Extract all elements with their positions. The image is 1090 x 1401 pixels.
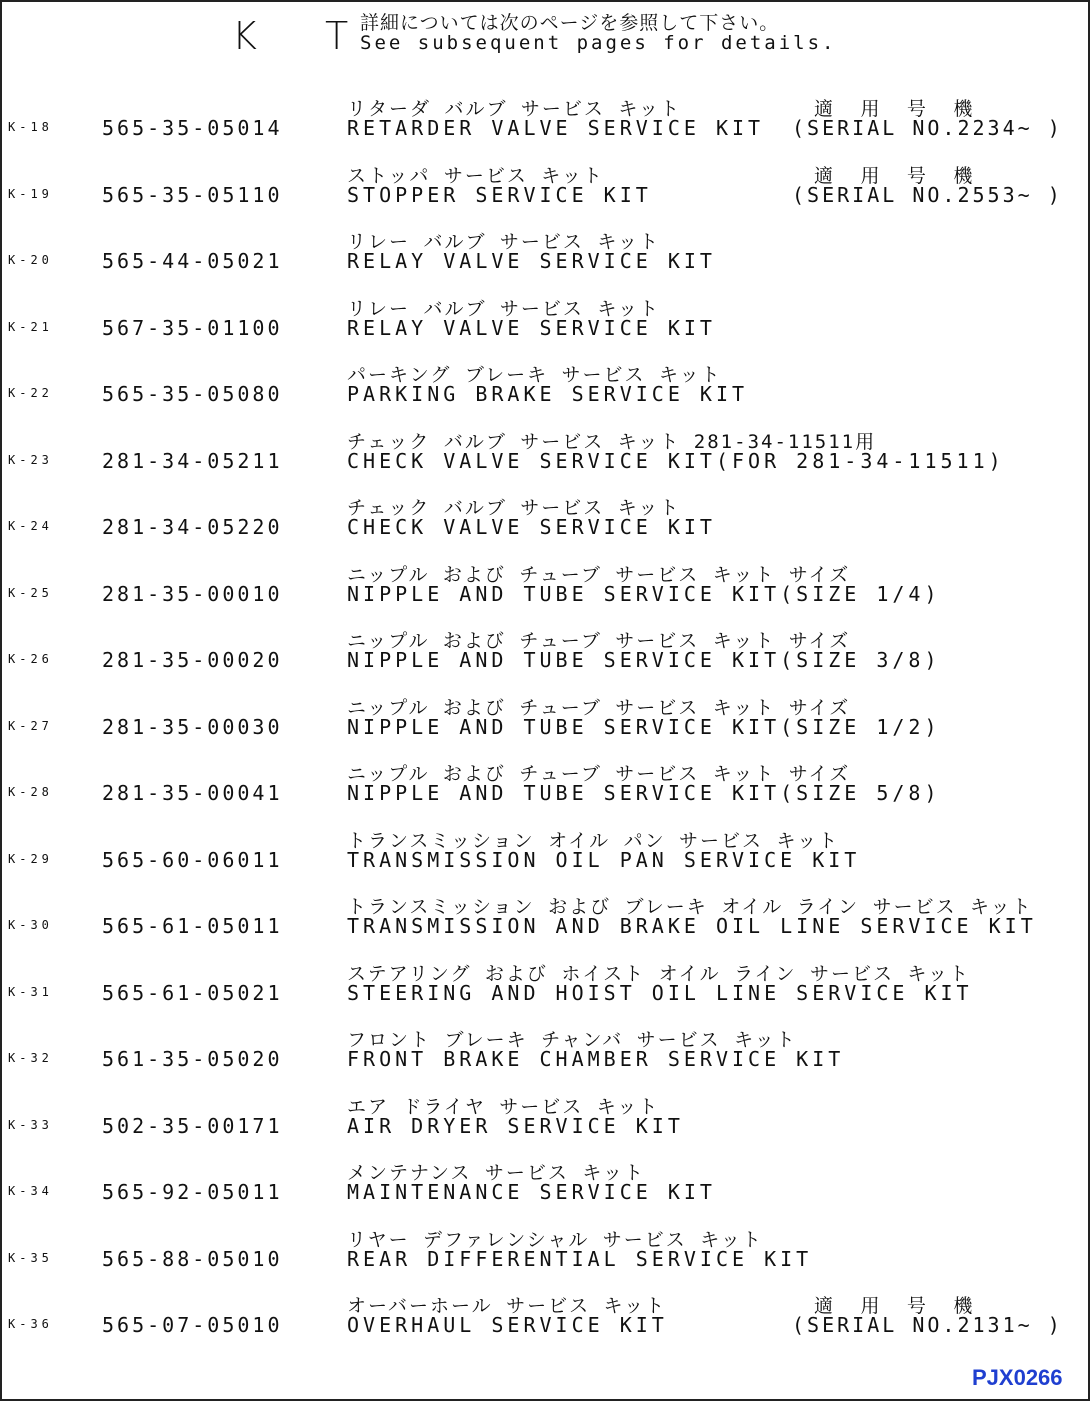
kit-row <box>2 959 1088 1025</box>
kit-code: K-19 <box>8 186 53 201</box>
part-number: 281-35-00041 <box>102 781 283 805</box>
kit-row <box>2 759 1088 825</box>
kit-name-english: STEERING AND HOIST OIL LINE SERVICE KIT <box>347 980 973 1005</box>
part-number: 565-88-05010 <box>102 1246 283 1271</box>
part-number: 565-60-06011 <box>102 847 283 872</box>
kit-row <box>2 1092 1088 1158</box>
kit-name-japanese: ストッパ サービス キット <box>347 164 604 187</box>
serial-range: (SERIAL NO.2553~ ) <box>792 182 1063 207</box>
kit-name-japanese: リヤー デファレンシャル サービス キット <box>347 1228 763 1251</box>
serial-range: (SERIAL NO.2234~ ) <box>792 116 1063 140</box>
kit-name-english: CHECK VALVE SERVICE KIT(FOR 281-34-11511) <box>347 448 1005 473</box>
part-number: 281-34-05211 <box>102 448 283 473</box>
kit-name-japanese: リレー バルブ サービス キット <box>347 297 660 320</box>
kit-code: K-25 <box>8 585 53 600</box>
kit-code: K-27 <box>8 718 53 733</box>
kit-row <box>2 1225 1088 1291</box>
kit-name-english: REAR DIFFERENTIAL SERVICE KIT <box>347 1246 813 1271</box>
kit-row <box>2 826 1088 892</box>
kit-row <box>2 560 1088 626</box>
kit-name-english: RELAY VALVE SERVICE KIT <box>347 315 716 340</box>
kit-name-japanese: メンテナンス サービス キット <box>347 1162 645 1184</box>
kit-name-japanese: フロント ブレーキ チャンバ サービス キット <box>347 1029 797 1051</box>
kit-code: K-29 <box>8 851 53 866</box>
kit-code: K-22 <box>8 386 53 400</box>
figure-reference: PJX0266 <box>972 1365 1063 1390</box>
kit-row <box>2 1158 1088 1224</box>
kit-code: K-34 <box>8 1184 53 1198</box>
part-number: 565-35-05110 <box>102 182 283 207</box>
part-number: 502-35-00171 <box>102 1113 283 1138</box>
kit-row <box>2 161 1088 227</box>
kit-name-japanese: トランスミッション および ブレーキ オイル ライン サービス キット <box>347 896 1033 918</box>
kit-name-japanese: ニップル および チューブ サービス キット サイズ <box>347 763 851 785</box>
kit-code: K-28 <box>8 785 53 799</box>
page-title: K T <box>232 14 377 58</box>
kit-name-english: FRONT BRAKE CHAMBER SERVICE KIT <box>347 1047 845 1071</box>
kit-row <box>2 892 1088 958</box>
kit-name-english: STOPPER SERVICE KIT <box>347 182 652 207</box>
kit-name-japanese: リターダ バルブ サービス キット <box>347 98 681 120</box>
kit-name-english: OVERHAUL SERVICE KIT <box>347 1313 668 1337</box>
kit-name-english: NIPPLE AND TUBE SERVICE KIT(SIZE 1/4) <box>347 581 941 606</box>
kit-name-english: AIR DRYER SERVICE KIT <box>347 1113 684 1138</box>
kit-code: K-32 <box>8 1051 53 1065</box>
part-number: 561-35-05020 <box>102 1047 283 1071</box>
kit-name-english: RETARDER VALVE SERVICE KIT <box>347 116 765 140</box>
part-number: 281-35-00010 <box>102 581 283 606</box>
part-number: 565-44-05021 <box>102 249 283 273</box>
part-number: 565-35-05080 <box>102 382 283 406</box>
kit-code: K-18 <box>8 120 53 134</box>
kit-name-japanese: リレー バルブ サービス キット <box>347 231 660 253</box>
kit-row <box>2 227 1088 293</box>
kit-name-english: NIPPLE AND TUBE SERVICE KIT(SIZE 5/8) <box>347 781 941 805</box>
note-english: See subsequent pages for details. <box>360 32 837 54</box>
part-number: 281-34-05220 <box>102 515 283 539</box>
kit-code: K-31 <box>8 984 53 999</box>
kit-row <box>2 94 1088 160</box>
kit-name-japanese: ニップル および チューブ サービス キット サイズ <box>347 563 851 586</box>
part-number: 565-35-05014 <box>102 116 283 140</box>
kit-name-japanese: オーバーホール サービス キット <box>347 1295 667 1317</box>
kit-row <box>2 693 1088 759</box>
part-number: 565-92-05011 <box>102 1180 283 1204</box>
kit-row <box>2 294 1088 360</box>
kit-code: K-23 <box>8 452 53 467</box>
kit-name-japanese: チェック バルブ サービス キット <box>347 497 681 519</box>
kit-name-japanese: トランスミッション オイル パン サービス キット <box>347 829 840 852</box>
kit-name-english: NIPPLE AND TUBE SERVICE KIT(SIZE 1/2) <box>347 714 941 739</box>
kit-name-english: PARKING BRAKE SERVICE KIT <box>347 382 749 406</box>
part-number: 565-61-05021 <box>102 980 283 1005</box>
kit-name-english: CHECK VALVE SERVICE KIT <box>347 515 716 539</box>
kit-name-english: NIPPLE AND TUBE SERVICE KIT(SIZE 3/8) <box>347 648 941 672</box>
part-number: 565-61-05011 <box>102 914 283 938</box>
part-number: 567-35-01100 <box>102 315 283 340</box>
kit-code: K-36 <box>8 1317 53 1331</box>
kit-row <box>2 626 1088 692</box>
kit-name-japanese: エア ドライヤ サービス キット <box>347 1095 660 1118</box>
kit-row <box>2 1291 1088 1357</box>
kit-row <box>2 1025 1088 1091</box>
kit-name-japanese: チェック バルブ サービス キット 281-34-11511用 <box>347 430 877 453</box>
note-japanese: 詳細については次のページを参照して下さい。 <box>360 12 780 34</box>
kit-name-english: TRANSMISSION OIL PAN SERVICE KIT <box>347 847 861 872</box>
serial-range: (SERIAL NO.2131~ ) <box>792 1313 1063 1337</box>
kit-name-japanese: パーキング ブレーキ サービス キット <box>347 364 722 386</box>
kit-name-english: MAINTENANCE SERVICE KIT <box>347 1180 716 1204</box>
kit-name-japanese: ニップル および チューブ サービス キット サイズ <box>347 696 851 719</box>
kit-name-japanese: ステアリング および ホイスト オイル ライン サービス キット <box>347 962 971 985</box>
kit-row <box>2 360 1088 426</box>
kit-code: K-33 <box>8 1117 53 1132</box>
kit-code: K-30 <box>8 918 53 932</box>
part-number: 281-35-00020 <box>102 648 283 672</box>
kit-code: K-21 <box>8 319 53 334</box>
kit-name-english: RELAY VALVE SERVICE KIT <box>347 249 716 273</box>
kit-row <box>2 493 1088 559</box>
kit-name-japanese: ニップル および チューブ サービス キット サイズ <box>347 630 851 652</box>
serial-heading: 適 用 号 機 <box>814 98 981 120</box>
serial-heading: 適 用 号 機 <box>814 164 981 187</box>
kit-code: K-35 <box>8 1250 53 1265</box>
part-number: 565-07-05010 <box>102 1313 283 1337</box>
kit-row <box>2 427 1088 493</box>
kit-code: K-24 <box>8 519 53 533</box>
kit-code: K-26 <box>8 652 53 666</box>
kit-name-english: TRANSMISSION AND BRAKE OIL LINE SERVICE KIT <box>347 914 1037 938</box>
serial-heading: 適 用 号 機 <box>814 1295 981 1317</box>
part-number: 281-35-00030 <box>102 714 283 739</box>
kit-code: K-20 <box>8 253 53 267</box>
